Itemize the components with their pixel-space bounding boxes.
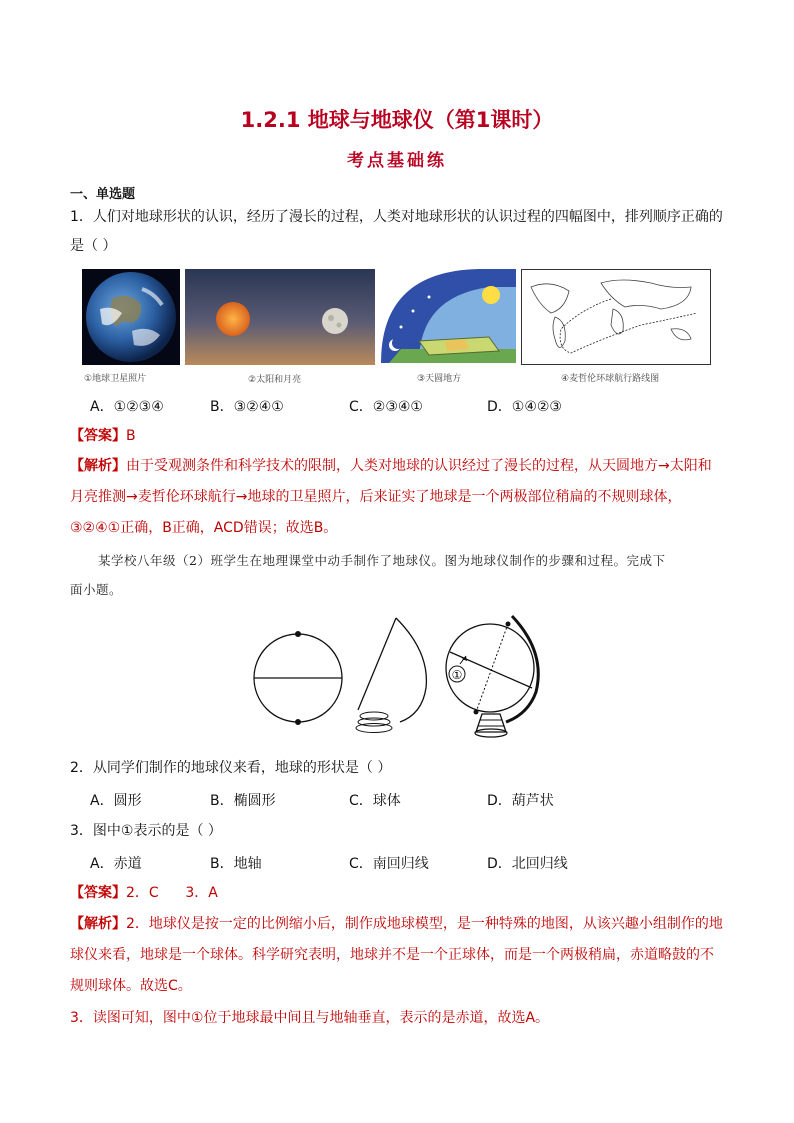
q1-answer — [70, 426, 136, 446]
section-heading: 一、单选题 — [70, 187, 136, 202]
answer-label: 【答案】 — [70, 885, 126, 901]
magellan-route-map — [521, 269, 711, 365]
answer-value: B — [126, 428, 136, 444]
q23-answer — [70, 883, 218, 903]
caption-4: ④麦哲伦环球航行路线图 — [561, 374, 660, 384]
q1-option-a: A．①②③④ — [90, 399, 164, 415]
q23-analysis-line4: 3．读图可知，图中①位于地球最中间且与地轴垂直，表示的是赤道，故选A。 — [70, 1010, 550, 1026]
q1-option-d: D．①④②③ — [487, 399, 562, 415]
q3-option-b: B．地轴 — [210, 856, 262, 872]
page-title: 1.2.1 地球与地球仪（第1课时） — [240, 108, 554, 132]
q2-stem: 2．从同学们制作的地球仪来看，地球的形状是（ ） — [70, 760, 392, 776]
q1-analysis-line3: ③②④①正确，B正确，ACD错误；故选B。 — [70, 520, 338, 536]
q1-option-c: C．②③④① — [349, 399, 423, 415]
q1-option-b: B．③②④① — [210, 399, 284, 415]
caption-1: ①地球卫星照片 — [84, 374, 147, 384]
caption-2: ②太阳和月亮 — [248, 375, 302, 385]
q3-stem: 3．图中①表示的是（ ） — [70, 823, 222, 839]
q23-analysis-line2: 球仪来看，地球是一个球体。科学研究表明，地球并不是一个正球体，而是一个两极稍扁，赤道略鼓的不 — [70, 947, 714, 963]
q1-stem-line1: 1．人们对地球形状的认识，经历了漫长的过程，人类对地球形状的认识过程的四幅图中，排列顺序正确的 — [70, 209, 723, 225]
q3-option-c: C．南回归线 — [349, 856, 429, 872]
earth-satellite-photo — [82, 269, 180, 365]
q1-stem-line2: 是（ ） — [70, 238, 117, 254]
q3-option-d: D．北回归线 — [487, 856, 568, 872]
q23-analysis-line3: 规则球体。故选C。 — [70, 978, 192, 994]
page-subtitle: 考点基础练 — [347, 151, 447, 171]
intro-line1: 某学校八年级（2）班学生在地理课堂中动手制作了地球仪。图为地球仪制作的步骤和过程。完成下 — [98, 553, 666, 568]
round-sky-square-earth-image — [379, 267, 516, 365]
q23-analysis-line1 — [70, 914, 723, 934]
caption-3: ③天圆地方 — [417, 374, 462, 384]
q1-analysis-line1 — [70, 456, 712, 476]
q2-option-b: B．椭圆形 — [210, 793, 276, 809]
sun-and-moon-photo — [185, 269, 375, 365]
answer-value: 2．C 3．A — [126, 885, 218, 901]
answer-label: 【答案】 — [70, 428, 126, 444]
intro-line2: 面小题。 — [70, 582, 123, 597]
globe-label-1: ① — [451, 668, 463, 682]
q3-option-a: A．赤道 — [90, 856, 142, 872]
q2-option-c: C．球体 — [349, 793, 401, 809]
q1-analysis-line2: 月亮推测→麦哲伦环球航行→地球的卫星照片，后来证实了地球是一个两极部位稍扁的不规则球体， — [70, 489, 682, 505]
q2-option-d: D．葫芦状 — [487, 793, 554, 809]
analysis-label: 【解析】 — [70, 458, 126, 474]
analysis-text: 由于受观测条件和科学技术的限制，人类对地球的认识经过了漫长的过程，从天圆地方→太阳和 — [126, 458, 712, 474]
analysis-text: 2．地球仪是按一定的比例缩小后，制作成地球模型，是一种特殊的地图，从该兴趣小组制作的地 — [126, 916, 723, 932]
analysis-label: 【解析】 — [70, 916, 126, 932]
globe-making-diagram — [250, 612, 545, 742]
q2-option-a: A．圆形 — [90, 793, 142, 809]
